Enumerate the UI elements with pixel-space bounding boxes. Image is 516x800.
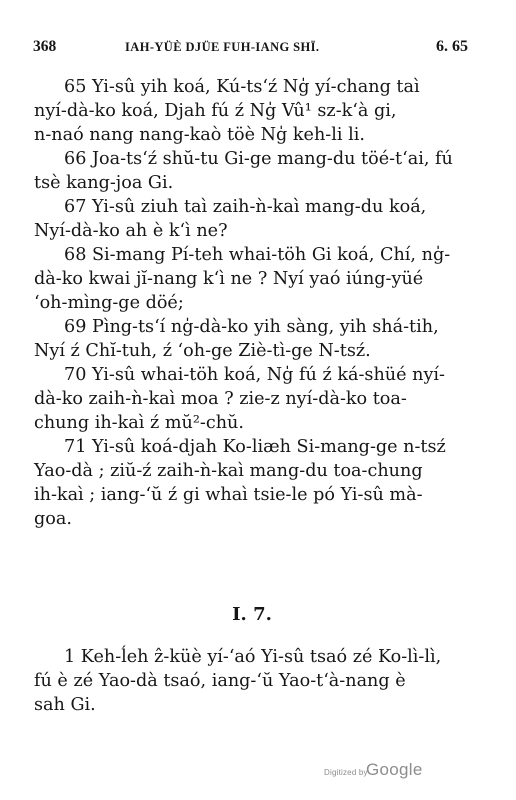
verse-line: nyí-dà-ko koá, Djah fú ź Ng̍ Vû¹ sz-k‘à gi, [34, 101, 397, 121]
digitization-watermark [324, 760, 434, 780]
verse-line: dà-ko kwai jĭ-nang k‘ì ne ? Nyí yaó iúng-yüé [34, 269, 424, 289]
verse-line: fú è zé Yao-dà tsaó, iang-‘ŭ Yao-t‘à-nang è [34, 671, 406, 691]
verse-71 [34, 435, 464, 531]
page-body [34, 75, 464, 717]
verse-line: 68 Si-mang Pí-teh whai-töh Gi koá, Chí, ng̍- [64, 245, 451, 265]
verse-line: goa. [34, 509, 72, 529]
heading-spacer [34, 627, 464, 645]
page-number: 368 [33, 38, 57, 55]
verse-line: Yao-dà ; ziŭ-ź zaih-ǹ-kaì mang-du toa-chung [34, 461, 423, 481]
google-wordmark: Google [366, 760, 423, 779]
verse-66 [34, 147, 464, 195]
page-header [33, 38, 468, 62]
verse-line: 71 Yi-sû koá-djah Ko-liæh Si-mang-ge n-tsź [64, 437, 446, 457]
verse-line: 70 Yi-sû whai-töh koá, Ng̍ fú ź ká-shüé nyí- [64, 365, 445, 385]
verse-line: 67 Yi-sû ziuh taì zaih-ǹ-kaì mang-du koá, [64, 197, 427, 217]
verse-68 [34, 243, 464, 315]
verse-line: chung ih-kaì ź mŭ²-chŭ. [34, 413, 244, 433]
verse-line: Nyí ź Chĭ-tuh, ź ‘oh-ge Ziè-tì-ge N-tsź. [34, 341, 371, 361]
verse-line: sah Gi. [34, 695, 96, 715]
verse-line: tsè kang-joa Gi. [34, 173, 174, 193]
verse-line: ‘oh-mìng-ge döé; [34, 293, 184, 313]
verse-line: ih-kaì ; iang-‘ŭ ź gi whaì tsie-le pó Yi-sû mà- [34, 485, 423, 505]
verse-line: Nyí-dà-ko ah è k‘ì ne? [34, 221, 228, 241]
verse-line: 1 Keh-ĺeh ẑ-küè yí-‘aó Yi-sû tsaó zé Ko-lì-lì, [64, 647, 442, 667]
verse-65 [34, 75, 464, 147]
section-spacer [34, 531, 464, 603]
verse-line: 69 Pìng-ts‘í ng̍-dà-ko yih sàng, yih shá-tih, [64, 317, 439, 337]
chapter-reference: 6. 65 [436, 38, 468, 55]
verse-67 [34, 195, 464, 243]
verse-1 [34, 645, 464, 717]
watermark-caption: Digitized by [324, 768, 368, 777]
verse-line: dà-ko zaih-ǹ-kaì moa ? zie-z nyí-dà-ko toa- [34, 389, 407, 409]
verse-line: 66 Joa-ts‘ź shŭ-tu Gi-ge mang-du töé-t‘ai, fú [64, 149, 453, 169]
verse-line: n-naó nang nang-kaò töè Ng̍ keh-li li. [34, 125, 365, 145]
running-title: IAH-YÜÈ DJÜE FUH-IANG SHÏ. [125, 40, 320, 54]
verse-line: 65 Yi-sû yih koá, Kú-ts‘ź Ng̍ yí-chang taì [64, 77, 420, 97]
verse-70 [34, 363, 464, 435]
chapter-heading: I. 7. [232, 604, 272, 625]
verse-69 [34, 315, 464, 363]
